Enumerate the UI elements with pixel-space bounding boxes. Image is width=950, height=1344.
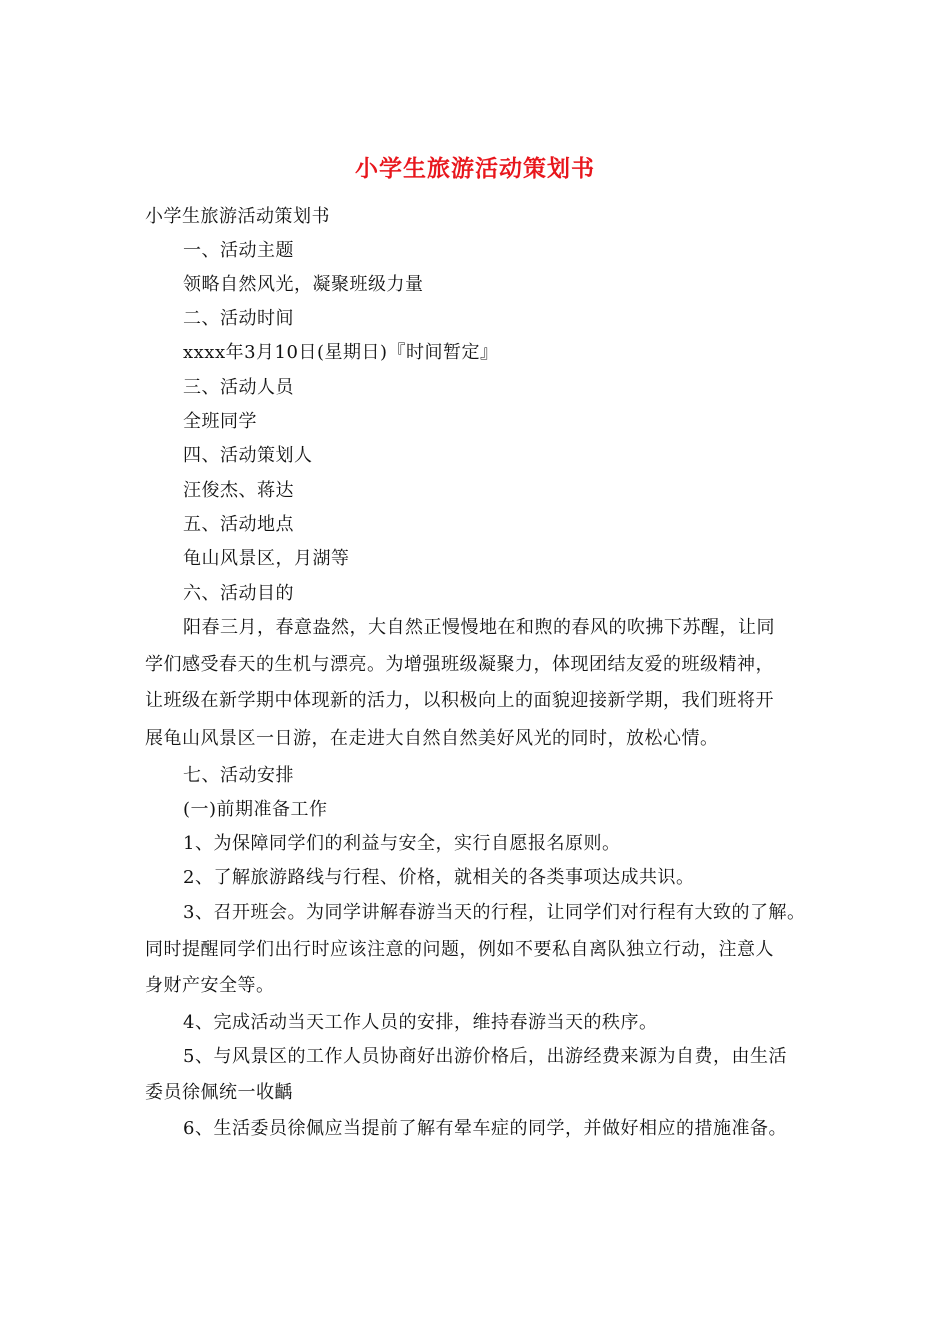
subsection-heading-preparation: (一)前期准备工作 [183, 799, 328, 820]
section-body-participants: 全班同学 [183, 411, 257, 432]
section-heading-theme: 一、活动主题 [183, 240, 294, 261]
purpose-paragraph-line: 让班级在新学期中体现新的活力，以积极向上的面貌迎接新学期，我们班将开 [145, 690, 774, 711]
section-body-theme: 领略自然风光，凝聚班级力量 [183, 274, 424, 295]
section-body-planner: 汪俊杰、蒋达 [183, 480, 294, 501]
arrangement-item: 2、了解旅游路线与行程、价格，就相关的各类事项达成共识。 [183, 867, 695, 888]
document-title: 小学生旅游活动策划书 [355, 155, 595, 182]
arrangement-item: 5、与风景区的工作人员协商好出游价格后，出游经费来源为自费，由生活 [183, 1046, 787, 1067]
section-heading-time: 二、活动时间 [183, 308, 294, 329]
arrangement-item: 3、召开班会。为同学讲解春游当天的行程，让同学们对行程有大致的了解。 [183, 902, 806, 923]
section-heading-participants: 三、活动人员 [183, 377, 294, 398]
purpose-paragraph-line: 展龟山风景区一日游，在走进大自然自然美好风光的同时，放松心情。 [145, 728, 719, 749]
arrangement-item-continued: 同时提醒同学们出行时应该注意的问题，例如不要私自离队独立行动，注意人 [145, 939, 774, 960]
document-subtitle: 小学生旅游活动策划书 [145, 206, 330, 227]
section-body-time: xxxx年3月10日(星期日)『时间暂定』 [183, 342, 499, 363]
section-heading-purpose: 六、活动目的 [183, 583, 294, 604]
arrangement-item-continued: 身财产安全等。 [145, 975, 275, 996]
purpose-paragraph-line: 学们感受春天的生机与漂亮。为增强班级凝聚力，体现团结友爱的班级精神， [145, 654, 774, 675]
arrangement-item: 4、完成活动当天工作人员的安排，维持春游当天的秩序。 [183, 1012, 658, 1033]
section-heading-arrangement: 七、活动安排 [183, 765, 294, 786]
arrangement-item: 6、生活委员徐佩应当提前了解有晕车症的同学，并做好相应的措施准备。 [183, 1118, 787, 1139]
section-heading-planner: 四、活动策划人 [183, 445, 313, 466]
arrangement-item-continued: 委员徐佩统一收齲 [145, 1082, 293, 1103]
purpose-paragraph-line: 阳春三月，春意盎然，大自然正慢慢地在和煦的春风的吹拂下苏醒，让同 [183, 617, 775, 638]
section-heading-location: 五、活动地点 [183, 514, 294, 535]
section-body-location: 龟山风景区，月湖等 [183, 548, 350, 569]
arrangement-item: 1、为保障同学们的利益与安全，实行自愿报名原则。 [183, 833, 621, 854]
